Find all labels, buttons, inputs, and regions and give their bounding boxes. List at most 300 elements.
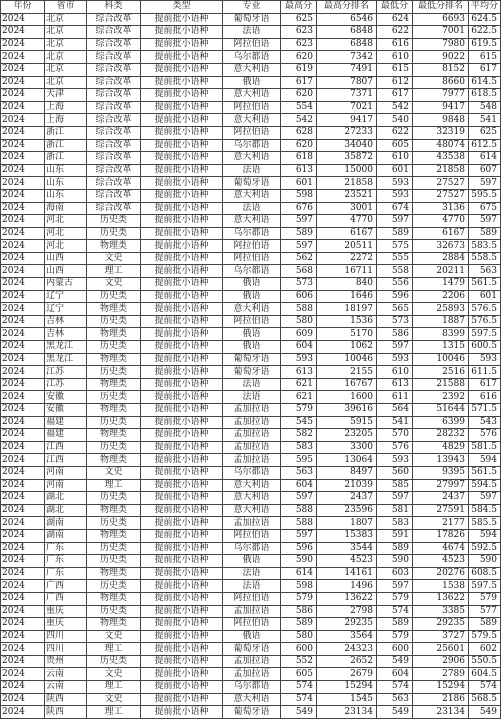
lowest-score-cell: 576 [377,441,413,454]
lowest-score-cell: 583 [377,517,413,530]
header-year: 年份 [1,1,45,14]
category-cell: 历史类 [87,391,141,404]
lowest-rank-cell: 2516 [413,366,469,379]
category-cell: 理工 [87,265,141,278]
province-cell: 湖北 [45,492,87,505]
highest-rank-cell: 23134 [317,706,377,719]
highest-score-cell: 552 [281,655,317,668]
major-cell: 葡萄牙语 [223,643,281,656]
highest-score-cell: 609 [281,328,317,341]
average-score-cell: 549 [469,706,501,719]
batch-type-cell: 提前批小语种 [141,681,223,694]
major-cell: 俄语 [223,278,281,291]
highest-score-cell: 614 [281,567,317,580]
table-row [1,303,501,316]
batch-type-cell: 提前批小语种 [141,555,223,568]
year-cell: 2024 [1,202,45,215]
highest-score-cell: 588 [281,517,317,530]
lowest-score-cell: 564 [377,404,413,417]
batch-type-cell: 提前批小语种 [141,89,223,102]
lowest-score-cell: 540 [377,114,413,127]
category-cell: 物理类 [87,504,141,517]
lowest-score-cell: 541 [377,416,413,429]
highest-score-cell: 542 [281,114,317,127]
major-cell: 意大利语 [223,479,281,492]
highest-rank-cell: 35872 [317,152,377,165]
highest-rank-cell: 1646 [317,290,377,303]
table-row [1,681,501,694]
major-cell: 乌尔都语 [223,265,281,278]
lowest-score-cell: 597 [377,492,413,505]
major-cell: 孟加拉语 [223,517,281,530]
major-cell: 孟加拉语 [223,429,281,442]
batch-type-cell: 提前批小语种 [141,492,223,505]
highest-rank-cell: 6848 [317,26,377,39]
year-cell: 2024 [1,189,45,202]
highest-score-cell: 623 [281,26,317,39]
table-row [1,492,501,505]
lowest-rank-cell: 8152 [413,63,469,76]
year-cell: 2024 [1,504,45,517]
average-score-cell: 594 [469,529,501,542]
category-cell: 物理类 [87,429,141,442]
lowest-rank-cell: 21588 [413,378,469,391]
lowest-score-cell: 579 [377,630,413,643]
major-cell: 法语 [223,567,281,580]
average-score-cell: 615 [469,51,501,64]
lowest-rank-cell: 13622 [413,592,469,605]
year-cell: 2024 [1,164,45,177]
highest-score-cell: 579 [281,592,317,605]
highest-rank-cell: 39616 [317,404,377,417]
province-cell: 辽宁 [45,303,87,316]
province-cell: 北京 [45,63,87,76]
lowest-rank-cell: 17826 [413,529,469,542]
table-row [1,466,501,479]
major-cell: 乌尔都语 [223,227,281,240]
highest-rank-cell: 7371 [317,89,377,102]
lowest-score-cell: 570 [377,429,413,442]
table-row [1,542,501,555]
highest-score-cell: 597 [281,215,317,228]
category-cell: 历史类 [87,542,141,555]
lowest-rank-cell: 1887 [413,315,469,328]
lowest-rank-cell: 27527 [413,189,469,202]
highest-score-cell: 628 [281,126,317,139]
lowest-score-cell: 574 [377,605,413,618]
highest-score-cell: 597 [281,240,317,253]
average-score-cell: 579 [469,592,501,605]
lowest-rank-cell: 10046 [413,353,469,366]
lowest-rank-cell: 3727 [413,630,469,643]
major-cell: 葡萄牙语 [223,177,281,190]
batch-type-cell: 提前批小语种 [141,114,223,127]
highest-rank-cell: 23596 [317,504,377,517]
highest-score-cell: 582 [281,429,317,442]
highest-rank-cell: 3300 [317,441,377,454]
lowest-score-cell: 591 [377,529,413,542]
highest-score-cell: 563 [281,466,317,479]
major-cell: 俄语 [223,630,281,643]
category-cell: 综合改革 [87,63,141,76]
table-row [1,618,501,631]
average-score-cell: 550.5 [469,655,501,668]
highest-score-cell: 620 [281,51,317,64]
major-cell: 俄语 [223,328,281,341]
average-score-cell: 597 [469,215,501,228]
batch-type-cell: 提前批小语种 [141,26,223,39]
average-score-cell: 612.5 [469,139,501,152]
category-cell: 物理类 [87,303,141,316]
batch-type-cell: 提前批小语种 [141,341,223,354]
highest-rank-cell: 1545 [317,693,377,706]
highest-score-cell: 583 [281,441,317,454]
batch-type-cell: 提前批小语种 [141,542,223,555]
table-row [1,567,501,580]
lowest-rank-cell: 43538 [413,152,469,165]
major-cell: 阿拉伯语 [223,126,281,139]
category-cell: 综合改革 [87,139,141,152]
category-cell: 物理类 [87,567,141,580]
table-row [1,189,501,202]
lowest-rank-cell: 29235 [413,618,469,631]
batch-type-cell: 提前批小语种 [141,366,223,379]
highest-rank-cell: 14161 [317,567,377,580]
province-cell: 四川 [45,643,87,656]
average-score-cell: 592.5 [469,542,501,555]
lowest-rank-cell: 2186 [413,693,469,706]
category-cell: 综合改革 [87,189,141,202]
header-batch-type: 类型 [141,1,223,14]
category-cell: 历史类 [87,492,141,505]
batch-type-cell: 提前批小语种 [141,76,223,89]
highest-rank-cell: 29235 [317,618,377,631]
highest-score-cell: 562 [281,252,317,265]
batch-type-cell: 提前批小语种 [141,454,223,467]
average-score-cell: 675 [469,202,501,215]
highest-rank-cell: 840 [317,278,377,291]
province-cell: 山东 [45,164,87,177]
average-score-cell: 619.5 [469,38,501,51]
average-score-cell: 616 [469,391,501,404]
province-cell: 山西 [45,265,87,278]
highest-score-cell: 605 [281,668,317,681]
category-cell: 物理类 [87,328,141,341]
batch-type-cell: 提前批小语种 [141,479,223,492]
major-cell: 意大利语 [223,303,281,316]
year-cell: 2024 [1,76,45,89]
province-cell: 湖南 [45,517,87,530]
highest-score-cell: 620 [281,89,317,102]
province-cell: 贵州 [45,655,87,668]
province-cell: 辽宁 [45,290,87,303]
year-cell: 2024 [1,479,45,492]
lowest-score-cell: 597 [377,580,413,593]
lowest-score-cell: 589 [377,227,413,240]
highest-score-cell: 597 [281,529,317,542]
category-cell: 历史类 [87,290,141,303]
average-score-cell: 583.5 [469,240,501,253]
year-cell: 2024 [1,240,45,253]
province-cell: 广西 [45,592,87,605]
major-cell: 法语 [223,378,281,391]
category-cell: 综合改革 [87,202,141,215]
batch-type-cell: 提前批小语种 [141,391,223,404]
table-row [1,555,501,568]
table-row [1,643,501,656]
province-cell: 河北 [45,215,87,228]
average-score-cell: 558.5 [469,252,501,265]
lowest-rank-cell: 51644 [413,404,469,417]
province-cell: 云南 [45,668,87,681]
lowest-rank-cell: 3136 [413,202,469,215]
table-row [1,441,501,454]
batch-type-cell: 提前批小语种 [141,252,223,265]
major-cell: 孟加拉语 [223,416,281,429]
year-cell: 2024 [1,655,45,668]
year-cell: 2024 [1,706,45,719]
province-cell: 上海 [45,101,87,114]
average-score-cell: 614.5 [469,76,501,89]
highest-rank-cell: 3564 [317,630,377,643]
table-row [1,706,501,719]
batch-type-cell: 提前批小语种 [141,315,223,328]
table-row [1,26,501,39]
lowest-rank-cell: 2789 [413,668,469,681]
lowest-rank-cell: 27591 [413,504,469,517]
table-row [1,265,501,278]
highest-rank-cell: 9417 [317,114,377,127]
lowest-rank-cell: 32319 [413,126,469,139]
major-cell: 阿拉伯语 [223,252,281,265]
average-score-cell: 563 [469,265,501,278]
lowest-rank-cell: 4674 [413,542,469,555]
year-cell: 2024 [1,278,45,291]
average-score-cell: 579.5 [469,630,501,643]
category-cell: 综合改革 [87,114,141,127]
lowest-score-cell: 596 [377,290,413,303]
highest-score-cell: 590 [281,555,317,568]
highest-rank-cell: 2155 [317,366,377,379]
table-row [1,517,501,530]
lowest-score-cell: 611 [377,391,413,404]
average-score-cell: 597 [469,177,501,190]
highest-rank-cell: 2679 [317,668,377,681]
table-row [1,89,501,102]
average-score-cell: 601 [469,290,501,303]
highest-score-cell: 613 [281,366,317,379]
batch-type-cell: 提前批小语种 [141,466,223,479]
batch-type-cell: 提前批小语种 [141,353,223,366]
year-cell: 2024 [1,567,45,580]
highest-score-cell: 589 [281,227,317,240]
batch-type-cell: 提前批小语种 [141,429,223,442]
category-cell: 综合改革 [87,26,141,39]
major-cell: 法语 [223,580,281,593]
category-cell: 物理类 [87,454,141,467]
highest-rank-cell: 6546 [317,13,377,26]
province-cell: 北京 [45,51,87,64]
year-cell: 2024 [1,466,45,479]
major-cell: 葡萄牙语 [223,353,281,366]
lowest-score-cell: 613 [377,378,413,391]
province-cell: 黑龙江 [45,353,87,366]
year-cell: 2024 [1,63,45,76]
lowest-score-cell: 542 [377,101,413,114]
year-cell: 2024 [1,693,45,706]
province-cell: 河北 [45,240,87,253]
highest-rank-cell: 15294 [317,681,377,694]
average-score-cell: 622.5 [469,26,501,39]
highest-rank-cell: 7342 [317,51,377,64]
major-cell: 俄语 [223,341,281,354]
major-cell: 意大利语 [223,492,281,505]
batch-type-cell: 提前批小语种 [141,504,223,517]
highest-rank-cell: 2652 [317,655,377,668]
province-cell: 天津 [45,89,87,102]
table-row [1,101,501,114]
highest-rank-cell: 3544 [317,542,377,555]
batch-type-cell: 提前批小语种 [141,126,223,139]
year-cell: 2024 [1,114,45,127]
year-cell: 2024 [1,89,45,102]
province-cell: 福建 [45,416,87,429]
major-cell: 意大利语 [223,114,281,127]
lowest-rank-cell: 13943 [413,454,469,467]
highest-score-cell: 579 [281,404,317,417]
average-score-cell: 561.5 [469,466,501,479]
highest-score-cell: 568 [281,265,317,278]
lowest-rank-cell: 20211 [413,265,469,278]
batch-type-cell: 提前批小语种 [141,580,223,593]
table-row [1,378,501,391]
province-cell: 广东 [45,567,87,580]
year-cell: 2024 [1,303,45,316]
province-cell: 四川 [45,630,87,643]
batch-type-cell: 提前批小语种 [141,378,223,391]
lowest-score-cell: 558 [377,265,413,278]
lowest-rank-cell: 32673 [413,240,469,253]
highest-score-cell: 574 [281,693,317,706]
batch-type-cell: 提前批小语种 [141,567,223,580]
highest-score-cell: 613 [281,164,317,177]
lowest-score-cell: 600 [377,643,413,656]
average-score-cell: 576.5 [469,303,501,316]
highest-rank-cell: 3001 [317,202,377,215]
category-cell: 综合改革 [87,76,141,89]
category-cell: 物理类 [87,240,141,253]
lowest-score-cell: 585 [377,479,413,492]
category-cell: 历史类 [87,580,141,593]
highest-rank-cell: 6848 [317,38,377,51]
highest-rank-cell: 23205 [317,429,377,442]
major-cell: 意大利语 [223,89,281,102]
category-cell: 理工 [87,681,141,694]
year-cell: 2024 [1,101,45,114]
major-cell: 意大利语 [223,63,281,76]
category-cell: 综合改革 [87,164,141,177]
batch-type-cell: 提前批小语种 [141,592,223,605]
batch-type-cell: 提前批小语种 [141,202,223,215]
table-row [1,63,501,76]
province-cell: 陕西 [45,693,87,706]
year-cell: 2024 [1,328,45,341]
category-cell: 历史类 [87,215,141,228]
category-cell: 历史类 [87,555,141,568]
major-cell: 乌尔都语 [223,681,281,694]
table-row [1,152,501,165]
lowest-score-cell: 586 [377,328,413,341]
lowest-rank-cell: 20276 [413,567,469,580]
table-row [1,416,501,429]
lowest-rank-cell: 8660 [413,76,469,89]
major-cell: 乌尔都语 [223,51,281,64]
year-cell: 2024 [1,630,45,643]
highest-score-cell: 606 [281,290,317,303]
lowest-score-cell: 610 [377,366,413,379]
major-cell: 孟加拉语 [223,655,281,668]
highest-rank-cell: 1807 [317,517,377,530]
major-cell: 葡萄牙语 [223,706,281,719]
province-cell: 湖北 [45,504,87,517]
lowest-rank-cell: 4829 [413,441,469,454]
highest-rank-cell: 10046 [317,353,377,366]
province-cell: 江苏 [45,378,87,391]
lowest-rank-cell: 2884 [413,252,469,265]
major-cell: 法语 [223,202,281,215]
lowest-score-cell: 589 [377,618,413,631]
highest-score-cell: 593 [281,353,317,366]
table-row [1,353,501,366]
major-cell: 意大利语 [223,693,281,706]
year-cell: 2024 [1,592,45,605]
highest-score-cell: 600 [281,643,317,656]
province-cell: 重庆 [45,605,87,618]
lowest-score-cell: 610 [377,51,413,64]
category-cell: 理工 [87,706,141,719]
category-cell: 综合改革 [87,177,141,190]
table-row [1,404,501,417]
highest-score-cell: 620 [281,139,317,152]
major-cell: 阿拉伯语 [223,38,281,51]
highest-rank-cell: 4770 [317,215,377,228]
year-cell: 2024 [1,517,45,530]
highest-score-cell: 604 [281,479,317,492]
batch-type-cell: 提前批小语种 [141,517,223,530]
highest-rank-cell: 27233 [317,126,377,139]
highest-score-cell: 621 [281,378,317,391]
highest-score-cell: 589 [281,618,317,631]
lowest-rank-cell: 27997 [413,479,469,492]
batch-type-cell: 提前批小语种 [141,416,223,429]
average-score-cell: 589 [469,618,501,631]
highest-rank-cell: 6167 [317,227,377,240]
category-cell: 物理类 [87,592,141,605]
average-score-cell: 584.5 [469,504,501,517]
batch-type-cell: 提前批小语种 [141,630,223,643]
category-cell: 历史类 [87,517,141,530]
batch-type-cell: 提前批小语种 [141,618,223,631]
major-cell: 俄语 [223,290,281,303]
average-score-cell: 590 [469,555,501,568]
category-cell: 综合改革 [87,38,141,51]
year-cell: 2024 [1,341,45,354]
average-score-cell: 581.5 [469,441,501,454]
highest-score-cell: 617 [281,76,317,89]
average-score-cell: 624.5 [469,13,501,26]
lowest-rank-cell: 7977 [413,89,469,102]
year-cell: 2024 [1,126,45,139]
